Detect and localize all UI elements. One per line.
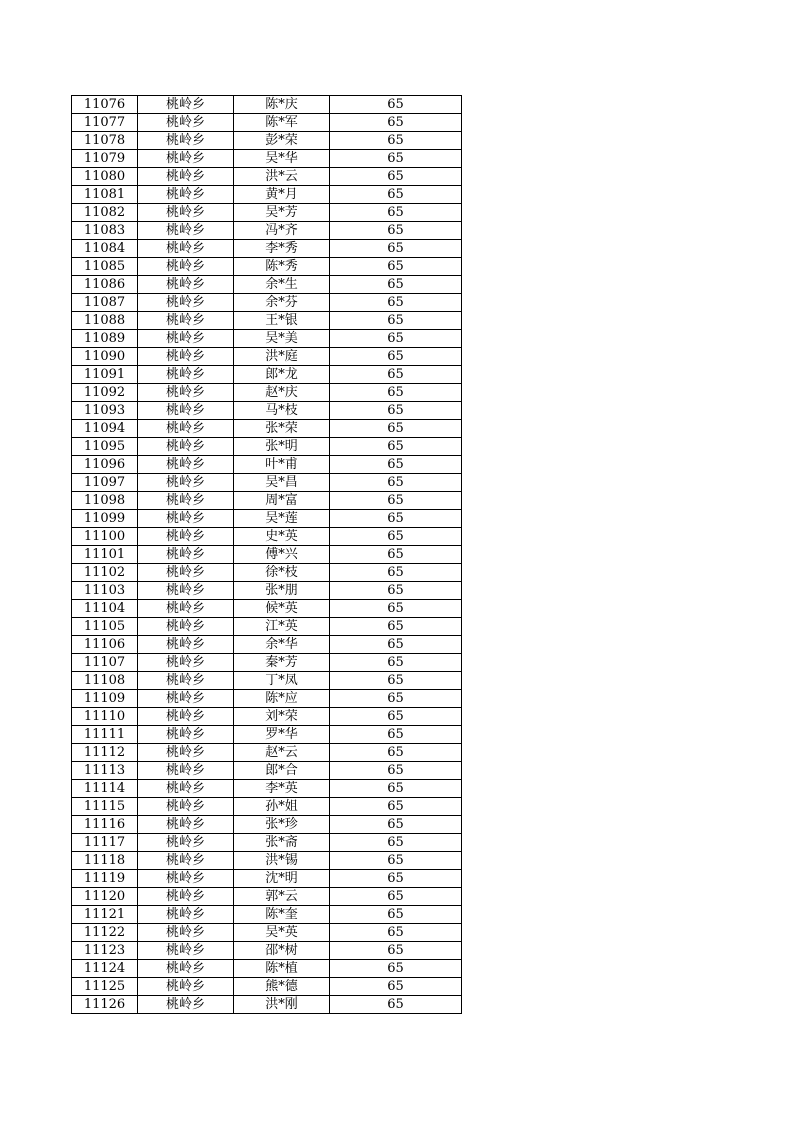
township-cell: 桃岭乡 bbox=[138, 960, 234, 978]
person-name-cell: 张*明 bbox=[234, 438, 330, 456]
person-name-cell: 郎*龙 bbox=[234, 366, 330, 384]
table-row bbox=[72, 456, 462, 474]
township-cell: 桃岭乡 bbox=[138, 708, 234, 726]
table-row bbox=[72, 906, 462, 924]
row-number-cell: 11095 bbox=[72, 438, 138, 456]
township-cell: 桃岭乡 bbox=[138, 888, 234, 906]
township-cell: 桃岭乡 bbox=[138, 96, 234, 114]
row-number-cell: 11118 bbox=[72, 852, 138, 870]
table-row bbox=[72, 690, 462, 708]
amount-cell: 65 bbox=[330, 690, 462, 708]
person-name-cell: 余*生 bbox=[234, 276, 330, 294]
row-number-cell: 11080 bbox=[72, 168, 138, 186]
township-cell: 桃岭乡 bbox=[138, 330, 234, 348]
table-row bbox=[72, 888, 462, 906]
row-number-cell: 11096 bbox=[72, 456, 138, 474]
amount-cell: 65 bbox=[330, 924, 462, 942]
person-name-cell: 王*银 bbox=[234, 312, 330, 330]
table-row bbox=[72, 924, 462, 942]
amount-cell: 65 bbox=[330, 744, 462, 762]
table-row bbox=[72, 222, 462, 240]
row-number-cell: 11101 bbox=[72, 546, 138, 564]
row-number-cell: 11119 bbox=[72, 870, 138, 888]
amount-cell: 65 bbox=[330, 96, 462, 114]
township-cell: 桃岭乡 bbox=[138, 906, 234, 924]
table-row bbox=[72, 744, 462, 762]
township-cell: 桃岭乡 bbox=[138, 276, 234, 294]
person-name-cell: 马*枝 bbox=[234, 402, 330, 420]
table-row bbox=[72, 618, 462, 636]
person-name-cell: 叶*甫 bbox=[234, 456, 330, 474]
township-cell: 桃岭乡 bbox=[138, 204, 234, 222]
table-row bbox=[72, 870, 462, 888]
table-row bbox=[72, 438, 462, 456]
table-row bbox=[72, 996, 462, 1014]
table-row bbox=[72, 762, 462, 780]
township-cell: 桃岭乡 bbox=[138, 456, 234, 474]
row-number-cell: 11123 bbox=[72, 942, 138, 960]
township-cell: 桃岭乡 bbox=[138, 402, 234, 420]
table-row bbox=[72, 780, 462, 798]
person-name-cell: 李*秀 bbox=[234, 240, 330, 258]
person-name-cell: 罗*华 bbox=[234, 726, 330, 744]
person-name-cell: 丁*凤 bbox=[234, 672, 330, 690]
township-cell: 桃岭乡 bbox=[138, 672, 234, 690]
row-number-cell: 11106 bbox=[72, 636, 138, 654]
person-name-cell: 吴*莲 bbox=[234, 510, 330, 528]
township-cell: 桃岭乡 bbox=[138, 690, 234, 708]
amount-cell: 65 bbox=[330, 348, 462, 366]
township-cell: 桃岭乡 bbox=[138, 438, 234, 456]
amount-cell: 65 bbox=[330, 780, 462, 798]
township-cell: 桃岭乡 bbox=[138, 654, 234, 672]
table-row bbox=[72, 978, 462, 996]
table-row bbox=[72, 546, 462, 564]
amount-cell: 65 bbox=[330, 942, 462, 960]
township-cell: 桃岭乡 bbox=[138, 132, 234, 150]
amount-cell: 65 bbox=[330, 906, 462, 924]
amount-cell: 65 bbox=[330, 870, 462, 888]
person-name-cell: 周*富 bbox=[234, 492, 330, 510]
table-row bbox=[72, 510, 462, 528]
table-row bbox=[72, 276, 462, 294]
person-name-cell: 李*英 bbox=[234, 780, 330, 798]
table-row bbox=[72, 528, 462, 546]
row-number-cell: 11079 bbox=[72, 150, 138, 168]
township-cell: 桃岭乡 bbox=[138, 564, 234, 582]
table-row bbox=[72, 816, 462, 834]
table-row bbox=[72, 384, 462, 402]
amount-cell: 65 bbox=[330, 852, 462, 870]
amount-cell: 65 bbox=[330, 222, 462, 240]
township-cell: 桃岭乡 bbox=[138, 726, 234, 744]
person-name-cell: 江*英 bbox=[234, 618, 330, 636]
table-row bbox=[72, 708, 462, 726]
row-number-cell: 11109 bbox=[72, 690, 138, 708]
table-row bbox=[72, 636, 462, 654]
table-row bbox=[72, 942, 462, 960]
amount-cell: 65 bbox=[330, 672, 462, 690]
table-row bbox=[72, 474, 462, 492]
person-name-cell: 吴*华 bbox=[234, 150, 330, 168]
person-name-cell: 张*斋 bbox=[234, 834, 330, 852]
amount-cell: 65 bbox=[330, 330, 462, 348]
row-number-cell: 11098 bbox=[72, 492, 138, 510]
township-cell: 桃岭乡 bbox=[138, 312, 234, 330]
person-name-cell: 秦*芳 bbox=[234, 654, 330, 672]
person-name-cell: 吴*英 bbox=[234, 924, 330, 942]
amount-cell: 65 bbox=[330, 960, 462, 978]
row-number-cell: 11099 bbox=[72, 510, 138, 528]
table-row bbox=[72, 330, 462, 348]
amount-cell: 65 bbox=[330, 978, 462, 996]
amount-cell: 65 bbox=[330, 114, 462, 132]
amount-cell: 65 bbox=[330, 474, 462, 492]
township-cell: 桃岭乡 bbox=[138, 834, 234, 852]
row-number-cell: 11085 bbox=[72, 258, 138, 276]
amount-cell: 65 bbox=[330, 384, 462, 402]
row-number-cell: 11089 bbox=[72, 330, 138, 348]
person-name-cell: 张*珍 bbox=[234, 816, 330, 834]
row-number-cell: 11113 bbox=[72, 762, 138, 780]
amount-cell: 65 bbox=[330, 276, 462, 294]
table-row bbox=[72, 960, 462, 978]
row-number-cell: 11121 bbox=[72, 906, 138, 924]
row-number-cell: 11094 bbox=[72, 420, 138, 438]
amount-cell: 65 bbox=[330, 186, 462, 204]
amount-cell: 65 bbox=[330, 654, 462, 672]
table-row bbox=[72, 672, 462, 690]
person-name-cell: 洪*刚 bbox=[234, 996, 330, 1014]
row-number-cell: 11114 bbox=[72, 780, 138, 798]
row-number-cell: 11084 bbox=[72, 240, 138, 258]
township-cell: 桃岭乡 bbox=[138, 168, 234, 186]
amount-cell: 65 bbox=[330, 402, 462, 420]
row-number-cell: 11117 bbox=[72, 834, 138, 852]
table-row bbox=[72, 402, 462, 420]
table-row bbox=[72, 492, 462, 510]
person-name-cell: 候*英 bbox=[234, 600, 330, 618]
township-cell: 桃岭乡 bbox=[138, 600, 234, 618]
amount-cell: 65 bbox=[330, 294, 462, 312]
amount-cell: 65 bbox=[330, 708, 462, 726]
row-number-cell: 11107 bbox=[72, 654, 138, 672]
table-row bbox=[72, 798, 462, 816]
table-row bbox=[72, 294, 462, 312]
amount-cell: 65 bbox=[330, 492, 462, 510]
table-row bbox=[72, 114, 462, 132]
amount-cell: 65 bbox=[330, 420, 462, 438]
amount-cell: 65 bbox=[330, 366, 462, 384]
table-row bbox=[72, 600, 462, 618]
row-number-cell: 11092 bbox=[72, 384, 138, 402]
person-name-cell: 熊*德 bbox=[234, 978, 330, 996]
township-cell: 桃岭乡 bbox=[138, 294, 234, 312]
row-number-cell: 11102 bbox=[72, 564, 138, 582]
table-row bbox=[72, 204, 462, 222]
township-cell: 桃岭乡 bbox=[138, 114, 234, 132]
township-cell: 桃岭乡 bbox=[138, 924, 234, 942]
township-cell: 桃岭乡 bbox=[138, 150, 234, 168]
row-number-cell: 11125 bbox=[72, 978, 138, 996]
amount-cell: 65 bbox=[330, 600, 462, 618]
table-row bbox=[72, 654, 462, 672]
amount-cell: 65 bbox=[330, 258, 462, 276]
person-name-cell: 张*荣 bbox=[234, 420, 330, 438]
person-name-cell: 余*华 bbox=[234, 636, 330, 654]
township-cell: 桃岭乡 bbox=[138, 510, 234, 528]
person-name-cell: 吴*昌 bbox=[234, 474, 330, 492]
person-name-cell: 郭*云 bbox=[234, 888, 330, 906]
amount-cell: 65 bbox=[330, 816, 462, 834]
row-number-cell: 11111 bbox=[72, 726, 138, 744]
person-name-cell: 余*芬 bbox=[234, 294, 330, 312]
table-row bbox=[72, 150, 462, 168]
township-cell: 桃岭乡 bbox=[138, 582, 234, 600]
table-row bbox=[72, 240, 462, 258]
township-cell: 桃岭乡 bbox=[138, 744, 234, 762]
person-name-cell: 赵*云 bbox=[234, 744, 330, 762]
table-row bbox=[72, 726, 462, 744]
amount-cell: 65 bbox=[330, 528, 462, 546]
township-cell: 桃岭乡 bbox=[138, 384, 234, 402]
amount-cell: 65 bbox=[330, 636, 462, 654]
person-name-cell: 陈*秀 bbox=[234, 258, 330, 276]
row-number-cell: 11115 bbox=[72, 798, 138, 816]
person-name-cell: 陈*军 bbox=[234, 114, 330, 132]
row-number-cell: 11082 bbox=[72, 204, 138, 222]
table-row bbox=[72, 258, 462, 276]
person-name-cell: 彭*荣 bbox=[234, 132, 330, 150]
person-name-cell: 赵*庆 bbox=[234, 384, 330, 402]
person-name-cell: 陈*植 bbox=[234, 960, 330, 978]
person-name-cell: 洪*庭 bbox=[234, 348, 330, 366]
township-cell: 桃岭乡 bbox=[138, 474, 234, 492]
amount-cell: 65 bbox=[330, 456, 462, 474]
person-name-cell: 吴*芳 bbox=[234, 204, 330, 222]
row-number-cell: 11120 bbox=[72, 888, 138, 906]
person-name-cell: 郎*合 bbox=[234, 762, 330, 780]
township-cell: 桃岭乡 bbox=[138, 420, 234, 438]
person-name-cell: 孙*姐 bbox=[234, 798, 330, 816]
amount-cell: 65 bbox=[330, 240, 462, 258]
person-name-cell: 张*朋 bbox=[234, 582, 330, 600]
table-row bbox=[72, 312, 462, 330]
amount-cell: 65 bbox=[330, 168, 462, 186]
row-number-cell: 11103 bbox=[72, 582, 138, 600]
person-name-cell: 沈*明 bbox=[234, 870, 330, 888]
table-row bbox=[72, 852, 462, 870]
row-number-cell: 11088 bbox=[72, 312, 138, 330]
person-name-cell: 史*英 bbox=[234, 528, 330, 546]
amount-cell: 65 bbox=[330, 204, 462, 222]
row-number-cell: 11126 bbox=[72, 996, 138, 1014]
row-number-cell: 11093 bbox=[72, 402, 138, 420]
township-cell: 桃岭乡 bbox=[138, 942, 234, 960]
table-row bbox=[72, 366, 462, 384]
row-number-cell: 11124 bbox=[72, 960, 138, 978]
row-number-cell: 11100 bbox=[72, 528, 138, 546]
person-name-cell: 邵*树 bbox=[234, 942, 330, 960]
person-name-cell: 黄*月 bbox=[234, 186, 330, 204]
township-cell: 桃岭乡 bbox=[138, 978, 234, 996]
township-cell: 桃岭乡 bbox=[138, 762, 234, 780]
amount-cell: 65 bbox=[330, 582, 462, 600]
township-cell: 桃岭乡 bbox=[138, 366, 234, 384]
row-number-cell: 11086 bbox=[72, 276, 138, 294]
table-row bbox=[72, 564, 462, 582]
township-cell: 桃岭乡 bbox=[138, 492, 234, 510]
amount-cell: 65 bbox=[330, 726, 462, 744]
table-row bbox=[72, 186, 462, 204]
amount-cell: 65 bbox=[330, 546, 462, 564]
amount-cell: 65 bbox=[330, 798, 462, 816]
row-number-cell: 11108 bbox=[72, 672, 138, 690]
table-row bbox=[72, 168, 462, 186]
township-cell: 桃岭乡 bbox=[138, 816, 234, 834]
person-name-cell: 刘*荣 bbox=[234, 708, 330, 726]
table-row bbox=[72, 420, 462, 438]
row-number-cell: 11083 bbox=[72, 222, 138, 240]
row-number-cell: 11110 bbox=[72, 708, 138, 726]
row-number-cell: 11081 bbox=[72, 186, 138, 204]
row-number-cell: 11087 bbox=[72, 294, 138, 312]
township-cell: 桃岭乡 bbox=[138, 780, 234, 798]
township-cell: 桃岭乡 bbox=[138, 186, 234, 204]
amount-cell: 65 bbox=[330, 132, 462, 150]
amount-cell: 65 bbox=[330, 618, 462, 636]
row-number-cell: 11078 bbox=[72, 132, 138, 150]
township-cell: 桃岭乡 bbox=[138, 240, 234, 258]
amount-cell: 65 bbox=[330, 762, 462, 780]
township-cell: 桃岭乡 bbox=[138, 348, 234, 366]
row-number-cell: 11105 bbox=[72, 618, 138, 636]
row-number-cell: 11076 bbox=[72, 96, 138, 114]
person-name-cell: 陈*庆 bbox=[234, 96, 330, 114]
person-name-cell: 洪*云 bbox=[234, 168, 330, 186]
amount-cell: 65 bbox=[330, 834, 462, 852]
township-cell: 桃岭乡 bbox=[138, 798, 234, 816]
township-cell: 桃岭乡 bbox=[138, 996, 234, 1014]
table-body bbox=[72, 96, 462, 1014]
row-number-cell: 11122 bbox=[72, 924, 138, 942]
amount-cell: 65 bbox=[330, 438, 462, 456]
township-cell: 桃岭乡 bbox=[138, 618, 234, 636]
township-cell: 桃岭乡 bbox=[138, 528, 234, 546]
row-number-cell: 11091 bbox=[72, 366, 138, 384]
row-number-cell: 11112 bbox=[72, 744, 138, 762]
person-name-cell: 陈*奎 bbox=[234, 906, 330, 924]
amount-cell: 65 bbox=[330, 150, 462, 168]
amount-cell: 65 bbox=[330, 510, 462, 528]
amount-cell: 65 bbox=[330, 312, 462, 330]
amount-cell: 65 bbox=[330, 564, 462, 582]
row-number-cell: 11116 bbox=[72, 816, 138, 834]
row-number-cell: 11077 bbox=[72, 114, 138, 132]
person-name-cell: 洪*锡 bbox=[234, 852, 330, 870]
row-number-cell: 11104 bbox=[72, 600, 138, 618]
township-cell: 桃岭乡 bbox=[138, 636, 234, 654]
township-cell: 桃岭乡 bbox=[138, 852, 234, 870]
table-row bbox=[72, 582, 462, 600]
table-row bbox=[72, 834, 462, 852]
table-row bbox=[72, 96, 462, 114]
township-cell: 桃岭乡 bbox=[138, 546, 234, 564]
amount-cell: 65 bbox=[330, 888, 462, 906]
amount-cell: 65 bbox=[330, 996, 462, 1014]
person-name-cell: 傅*兴 bbox=[234, 546, 330, 564]
township-cell: 桃岭乡 bbox=[138, 870, 234, 888]
row-number-cell: 11090 bbox=[72, 348, 138, 366]
table-row bbox=[72, 132, 462, 150]
person-name-cell: 冯*齐 bbox=[234, 222, 330, 240]
township-cell: 桃岭乡 bbox=[138, 222, 234, 240]
township-cell: 桃岭乡 bbox=[138, 258, 234, 276]
person-name-cell: 陈*应 bbox=[234, 690, 330, 708]
person-name-cell: 吴*美 bbox=[234, 330, 330, 348]
table-row bbox=[72, 348, 462, 366]
row-number-cell: 11097 bbox=[72, 474, 138, 492]
person-name-cell: 徐*枝 bbox=[234, 564, 330, 582]
data-table bbox=[71, 95, 462, 1014]
